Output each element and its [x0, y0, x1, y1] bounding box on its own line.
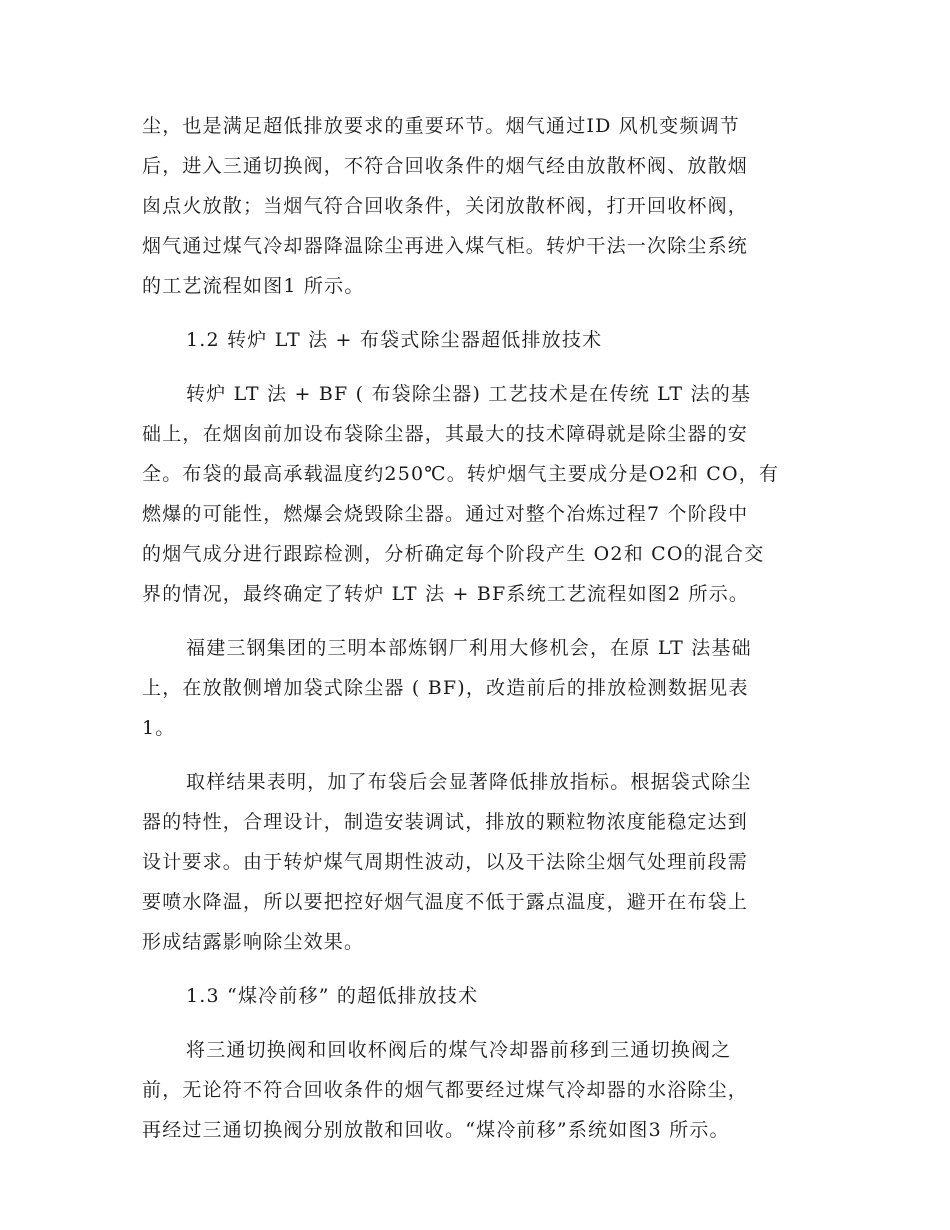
paragraph — [142, 374, 810, 614]
paragraph — [142, 762, 810, 962]
spacer — [142, 1016, 810, 1030]
text-line: 要喷水降温，所以要把控好烟气温度不低于露点温度，避开在布袋上 — [142, 891, 749, 913]
document-body — [142, 106, 810, 1150]
text-line: 形成结露影响除尘效果。 — [142, 931, 365, 953]
text-line: 器的特性，合理设计，制造安装调试，排放的颗粒物浓度能稳定达到 — [142, 811, 749, 833]
text-line: 前，无论符不符合回收条件的烟气都要经过煤气冷却器的水浴除尘， — [142, 1079, 749, 1101]
spacer — [142, 360, 810, 374]
text-line: 尘，也是满足超低排放要求的重要环节。烟气通过ID 风机变频调节 — [142, 115, 740, 137]
section-heading: 1.3 “煤冷前移” 的超低排放技术 — [186, 985, 479, 1007]
text-line: 设计要求。由于转炉煤气周期性波动，以及干法除尘烟气处理前段需 — [142, 851, 749, 873]
spacer — [142, 614, 810, 628]
text-line: 再经过三通切换阀分别放散和回收。“煤冷前移”系统如图3 所示。 — [142, 1119, 730, 1141]
text-line: 转炉 LT 法 + BF ( 布袋除尘器) 工艺技术是在传统 LT 法的基 — [186, 383, 752, 405]
text-line: 1。 — [142, 717, 176, 739]
text-line: 上，在放散侧增加袋式除尘器 ( BF)，改造前后的排放检测数据见表 — [142, 677, 749, 699]
text-line: 的烟气成分进行跟踪检测，分析确定每个阶段产生 O2和 CO的混合交 — [142, 543, 765, 565]
text-line: 燃爆的可能性，燃爆会烧毁除尘器。通过对整个冶炼过程7 个阶段中 — [142, 503, 749, 525]
text-line: 后，进入三通切换阀，不符合回收条件的烟气经由放散杯阀、放散烟 — [142, 155, 749, 177]
section-heading: 1.2 转炉 LT 法 + 布袋式除尘器超低排放技术 — [186, 329, 603, 351]
spacer — [142, 962, 810, 976]
paragraph — [142, 1030, 810, 1150]
spacer — [142, 306, 810, 320]
spacer — [142, 748, 810, 762]
text-line: 的工艺流程如图1 所示。 — [142, 275, 365, 297]
text-line: 界的情况，最终确定了转炉 LT 法 + BF系统工艺流程如图2 所示。 — [142, 583, 750, 605]
text-line: 础上，在烟囱前加设布袋除尘器，其最大的技术障碍就是除尘器的安 — [142, 423, 749, 445]
text-line: 全。布袋的最高承载温度约250℃。转炉烟气主要成分是O2和 CO，有 — [142, 463, 780, 485]
text-line: 囱点火放散；当烟气符合回收条件，关闭放散杯阀，打开回收杯阀， — [142, 195, 749, 217]
paragraph — [142, 106, 810, 306]
text-line: 取样结果表明，加了布袋后会显著降低排放指标。根据袋式除尘 — [186, 771, 752, 793]
text-line: 将三通切换阀和回收杯阀后的煤气冷却器前移到三通切换阀之 — [186, 1039, 732, 1061]
text-line: 烟气通过煤气冷却器降温除尘再进入煤气柜。转炉干法一次除尘系统 — [142, 235, 749, 257]
paragraph — [142, 628, 810, 748]
text-line: 福建三钢集团的三明本部炼钢厂利用大修机会，在原 LT 法基础 — [186, 637, 752, 659]
